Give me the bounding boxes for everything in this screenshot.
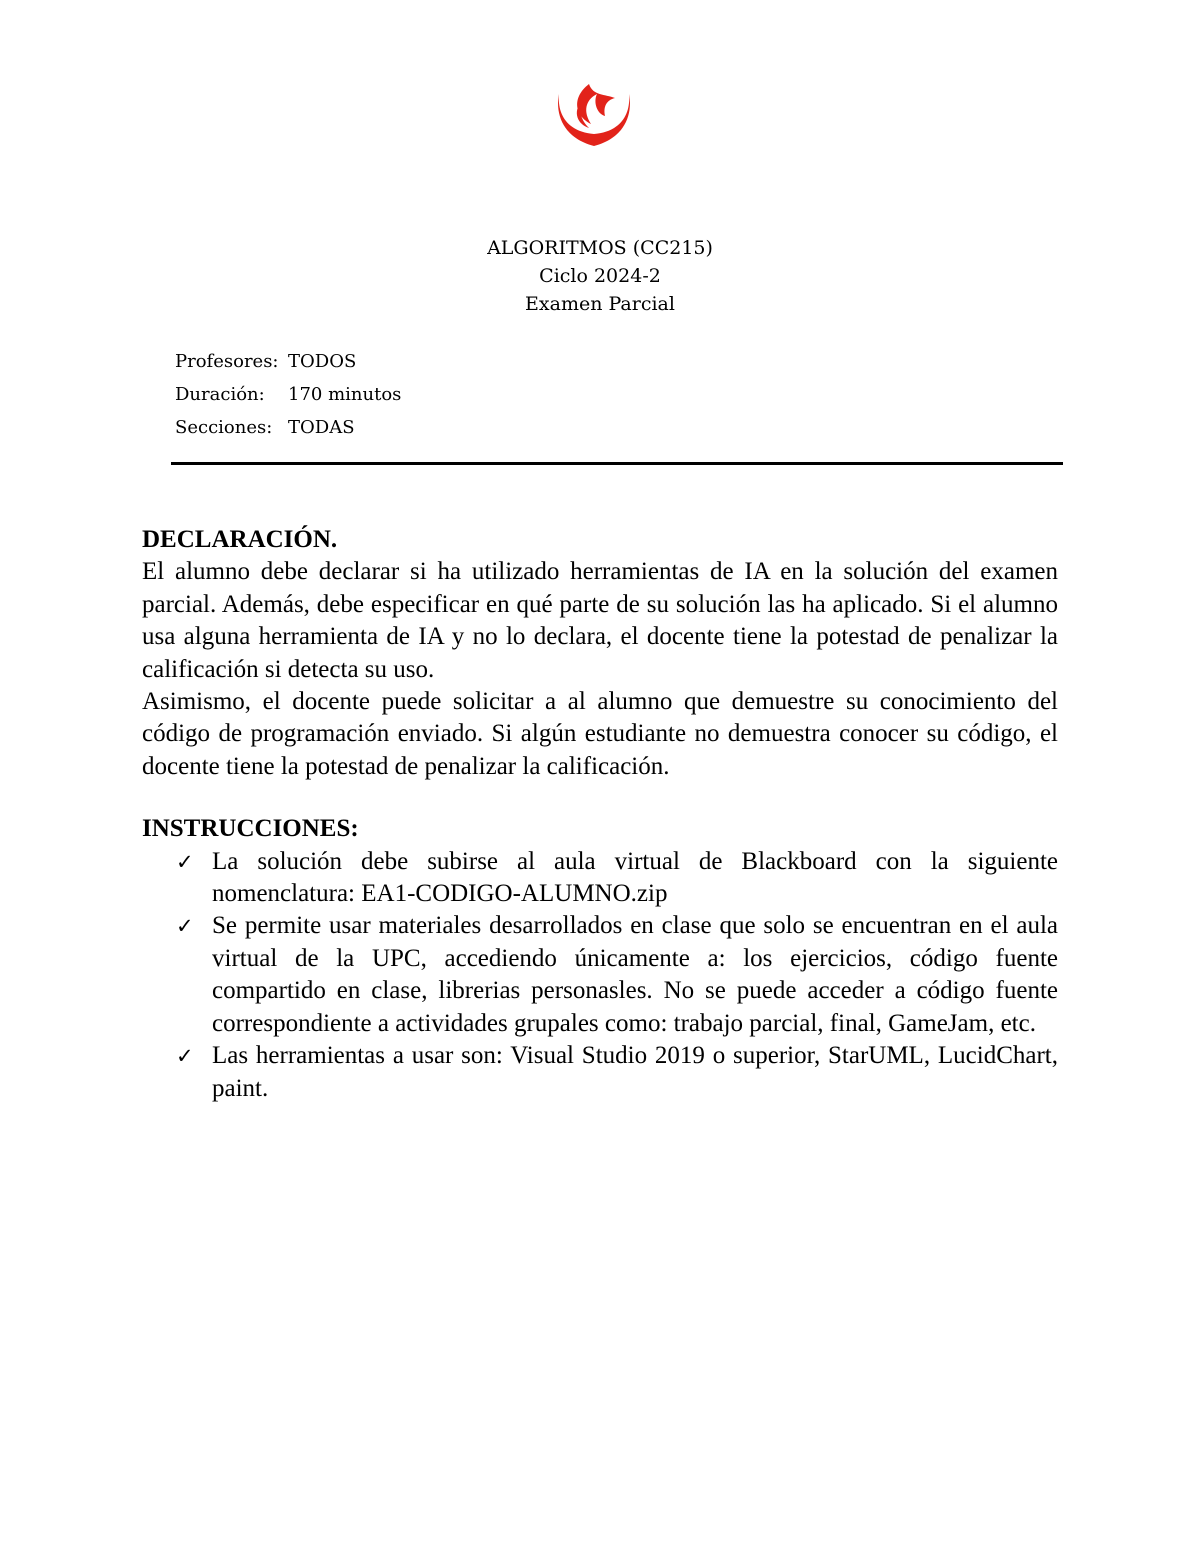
sections-value: TODAS [288, 417, 355, 438]
checkmark-icon: ✓ [176, 849, 194, 874]
meta-row-sections [175, 411, 401, 444]
cycle-label: Ciclo 2024-2 [539, 265, 661, 287]
meta-row-duration [175, 378, 401, 411]
exam-type: Examen Parcial [525, 293, 675, 315]
checkmark-icon: ✓ [176, 1044, 194, 1069]
duration-label: Duración: [175, 384, 265, 405]
exam-body [142, 524, 1058, 1105]
list-item [142, 1040, 1058, 1105]
instruction-text: La solución debe subirse al aula virtual de Blackboard con la siguiente nomenclatura: EA1-CODIGO-ALUMNO.zip [212, 847, 1058, 908]
header-divider [171, 462, 1063, 465]
duration-value: 170 minutos [288, 384, 402, 405]
course-title: ALGORITMOS (CC215) [487, 237, 713, 259]
section-gap [142, 783, 1058, 813]
upc-flame-logo-icon [553, 84, 635, 148]
instructions-list [142, 846, 1058, 1105]
list-item [142, 910, 1058, 1040]
declaration-paragraph-2: Asimismo, el docente puede solicitar a al alumno que demuestre su conocimiento del código de programación enviado. Si algún estudiante no demuestra conocer su código, el docente tiene la potestad de penalizar la calificación. [142, 688, 1058, 780]
checkmark-icon: ✓ [176, 914, 194, 939]
declaration-title: DECLARACIÓN. [142, 526, 338, 553]
instructions-title: INSTRUCCIONES: [142, 815, 359, 843]
exam-meta [175, 345, 401, 444]
professors-label: Profesores: [175, 351, 279, 372]
instruction-text: Se permite usar materiales desarrollados en clase que solo se encuentran en el aula virtual de la UPC, accediendo únicamente a: los ejercicios, código fuente compartido en clase, librerias personasles. No se puede acceder a código fuente correspondiente a actividades grupales como: trabajo parcial, final, GameJam, etc. [212, 912, 1058, 1037]
exam-header [0, 234, 1200, 318]
meta-row-professors [175, 345, 401, 378]
declaration-paragraph-1: El alumno debe declarar si ha utilizado herramientas de IA en la solución del examen parcial. Además, debe especificar en qué parte de su solución las ha aplicado. Si el alumno usa alguna herramienta de IA y no lo declara, el docente tiene la potestad de penalizar la calificación si detecta su uso. [142, 558, 1058, 683]
professors-value: TODOS [288, 351, 357, 372]
sections-label: Secciones: [175, 417, 273, 438]
instruction-text: Las herramientas a usar son: Visual Studio 2019 o superior, StarUML, LucidChart, paint. [212, 1042, 1058, 1102]
list-item [142, 846, 1058, 911]
